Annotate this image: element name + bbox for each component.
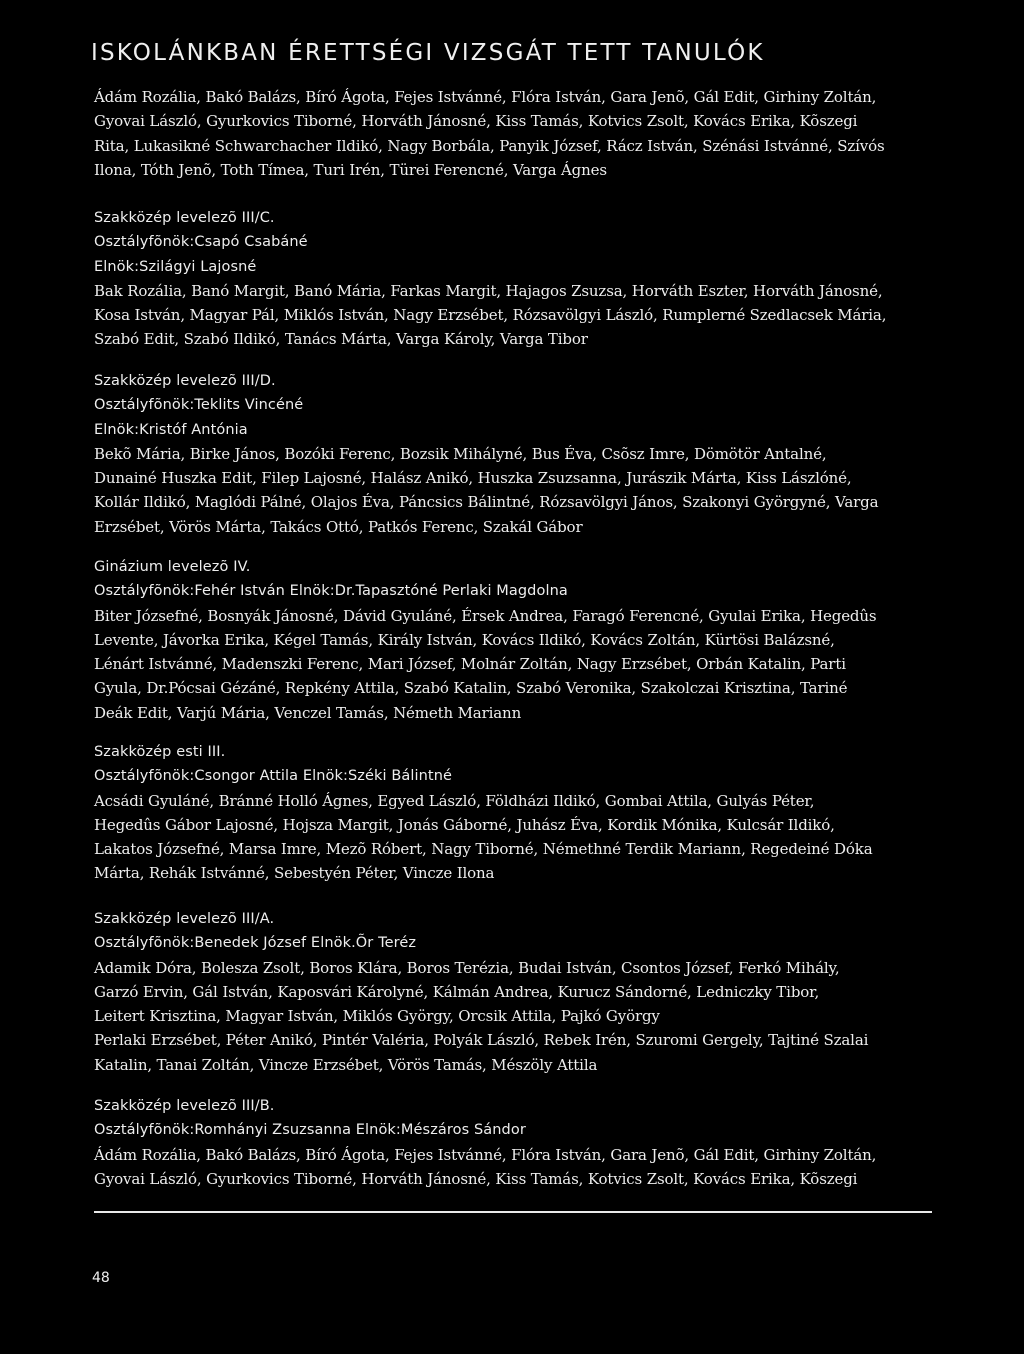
text-line: Szabó Edit, Szabó Ildikó, Tanács Márta, Varga Károly, Varga Tibor <box>94 330 588 349</box>
section-title: Szakközép esti III. <box>94 744 226 760</box>
text-line: Leitert Krisztina, Magyar István, Miklós György, Orcsik Attila, Pajkó György <box>94 1007 660 1026</box>
exam-chair: Elnök:Szilágyi Lajosné <box>94 258 257 275</box>
class-teacher-and-chair: Osztályfõnök:Csongor Attila Elnök:Széki Bálintné <box>94 768 453 785</box>
text-line: Hegedûs Gábor Lajosné, Hojsza Margit, Jonás Gáborné, Juhász Éva, Kordik Mónika, Kulcsár Ildikó, <box>94 815 835 834</box>
section-title: Szakközép levelezõ III/D. <box>94 373 276 389</box>
section-szakkozep-III-B <box>94 1094 944 1191</box>
text-line: Adamik Dóra, Bolesza Zsolt, Boros Klára, Boros Terézia, Budai István, Csontos József, Ferkó Mihály, <box>94 958 840 977</box>
section-szakkozep-esti-III <box>94 740 944 886</box>
text-line: Biter Józsefné, Bosnyák Jánosné, Dávid Gyuláné, Érsek Andrea, Faragó Ferencné, Gyulai Erika, Hegedûs <box>94 606 877 625</box>
text-line: Dunainé Huszka Edit, Filep Lajosné, Halász Anikó, Huszka Zsuzsanna, Jurászik Márta, Kiss Lászlóné, <box>94 469 852 488</box>
text-line: Acsádi Gyuláné, Bránné Holló Ágnes, Egyed László, Földházi Ildikó, Gombai Attila, Gulyás Péter, <box>94 791 815 810</box>
page-number: 48 <box>92 1270 110 1286</box>
text-line: Lakatos Józsefné, Marsa Imre, Mezõ Róbert, Nagy Tiborné, Némethné Terdik Mariann, Regedeiné Dóka <box>94 840 873 859</box>
text-line: Bak Rozália, Banó Margit, Banó Mária, Farkas Margit, Hajagos Zsuzsa, Horváth Eszter, Horváth Jánosné, <box>94 281 883 300</box>
section-title: Szakközép levelezõ III/B. <box>94 1098 275 1114</box>
text-line: Kollár Ildikó, Maglódi Pálné, Olajos Éva, Páncsics Bálintné, Rózsavölgyi János, Szakonyi Györgyné, Varga <box>94 493 879 512</box>
text-line: Lénárt Istvánné, Madenszki Ferenc, Mari József, Molnár Zoltán, Nagy Erzsébet, Orbán Katalin, Parti <box>94 655 846 674</box>
text-line: Kosa István, Magyar Pál, Miklós István, Nagy Erzsébet, Rózsavölgyi László, Rumplerné Szedlacsek Mária, <box>94 306 887 325</box>
text-line: Levente, Jávorka Erika, Kégel Tamás, Király István, Kovács Ildikó, Kovács Zoltán, Kürtösi Balázsné, <box>94 630 835 649</box>
text-line: Deák Edit, Varjú Mária, Venczel Tamás, Németh Mariann <box>94 703 522 722</box>
text-line: Katalin, Tanai Zoltán, Vincze Erzsébet, Vörös Tamás, Mészöly Attila <box>94 1055 598 1074</box>
class-teacher: Osztályfõnök:Teklits Vincéné <box>94 397 304 414</box>
text-line: Gyovai László, Gyurkovics Tiborné, Horváth Jánosné, Kiss Tamás, Kotvics Zsolt, Kovács Erika, Kõszegi <box>94 112 858 131</box>
horizontal-rule <box>94 1211 932 1213</box>
section-szakkozep-III-C <box>94 206 944 352</box>
section-szakkozep-III-A <box>94 907 944 1077</box>
section-title: Ginázium levelezõ IV. <box>94 559 251 575</box>
section-title: Szakközép levelezõ III/A. <box>94 911 275 927</box>
class-teacher-and-chair: Osztályfõnök:Romhányi Zsuzsanna Elnök:Mészáros Sándor <box>94 1122 526 1139</box>
class-teacher-and-chair: Osztályfõnök:Benedek József Elnök.Õr Teréz <box>94 935 417 952</box>
text-line: Ádám Rozália, Bakó Balázs, Bíró Ágota, Fejes Istvánné, Flóra István, Gara Jenõ, Gál Edit, Girhiny Zoltán, <box>94 1145 877 1164</box>
page-heading: ISKOLÁNKBAN ÉRETTSÉGI VIZSGÁT TETT TANULÓK <box>91 40 765 66</box>
text-line: Ádám Rozália, Bakó Balázs, Bíró Ágota, Fejes Istvánné, Flóra István, Gara Jenõ, Gál Edit, Girhiny Zoltán, <box>94 88 877 106</box>
text-line: Erzsébet, Vörös Márta, Takács Ottó, Patkós Ferenc, Szakál Gábor <box>94 517 583 536</box>
class-teacher-and-chair: Osztályfõnök:Fehér István Elnök:Dr.Tapasztóné Perlaki Magdolna <box>94 583 568 600</box>
text-line: Garzó Ervin, Gál István, Kaposvári Károlyné, Kálmán Andrea, Kurucz Sándorné, Ledniczky Tibor, <box>94 982 820 1001</box>
text-line: Ilona, Tóth Jenõ, Toth Tímea, Turi Irén, Türei Ferencné, Varga Ágnes <box>94 160 607 179</box>
text-line: Gyovai László, Gyurkovics Tiborné, Horváth Jánosné, Kiss Tamás, Kotvics Zsolt, Kovács Erika, Kõszegi <box>94 1169 858 1188</box>
class-teacher: Osztályfõnök:Csapó Csabáné <box>94 234 308 251</box>
exam-chair: Elnök:Kristóf Antónia <box>94 421 248 438</box>
text-line: Bekõ Mária, Birke János, Bozóki Ferenc, Bozsik Mihályné, Bus Éva, Csõsz Imre, Dömötör Antalné, <box>94 444 827 463</box>
section-gimnazium-IV <box>94 555 944 725</box>
text-line: Rita, Lukasikné Schwarchacher Ildikó, Nagy Borbála, Panyik József, Rácz István, Szénási Istvánné, Szívós <box>94 136 885 155</box>
intro-paragraph <box>94 85 944 182</box>
section-title: Szakközép levelezõ III/C. <box>94 210 275 226</box>
text-line: Perlaki Erzsébet, Péter Anikó, Pintér Valéria, Polyák László, Rebek Irén, Szuromi Gergely, Tajtiné Szalai <box>94 1031 869 1050</box>
section-szakkozep-III-D <box>94 369 944 539</box>
text-line: Márta, Rehák Istvánné, Sebestyén Péter, Vincze Ilona <box>94 864 495 883</box>
text-line: Gyula, Dr.Pócsai Gézáné, Repkény Attila, Szabó Katalin, Szabó Veronika, Szakolczai Krisztina, Tariné <box>94 679 848 698</box>
